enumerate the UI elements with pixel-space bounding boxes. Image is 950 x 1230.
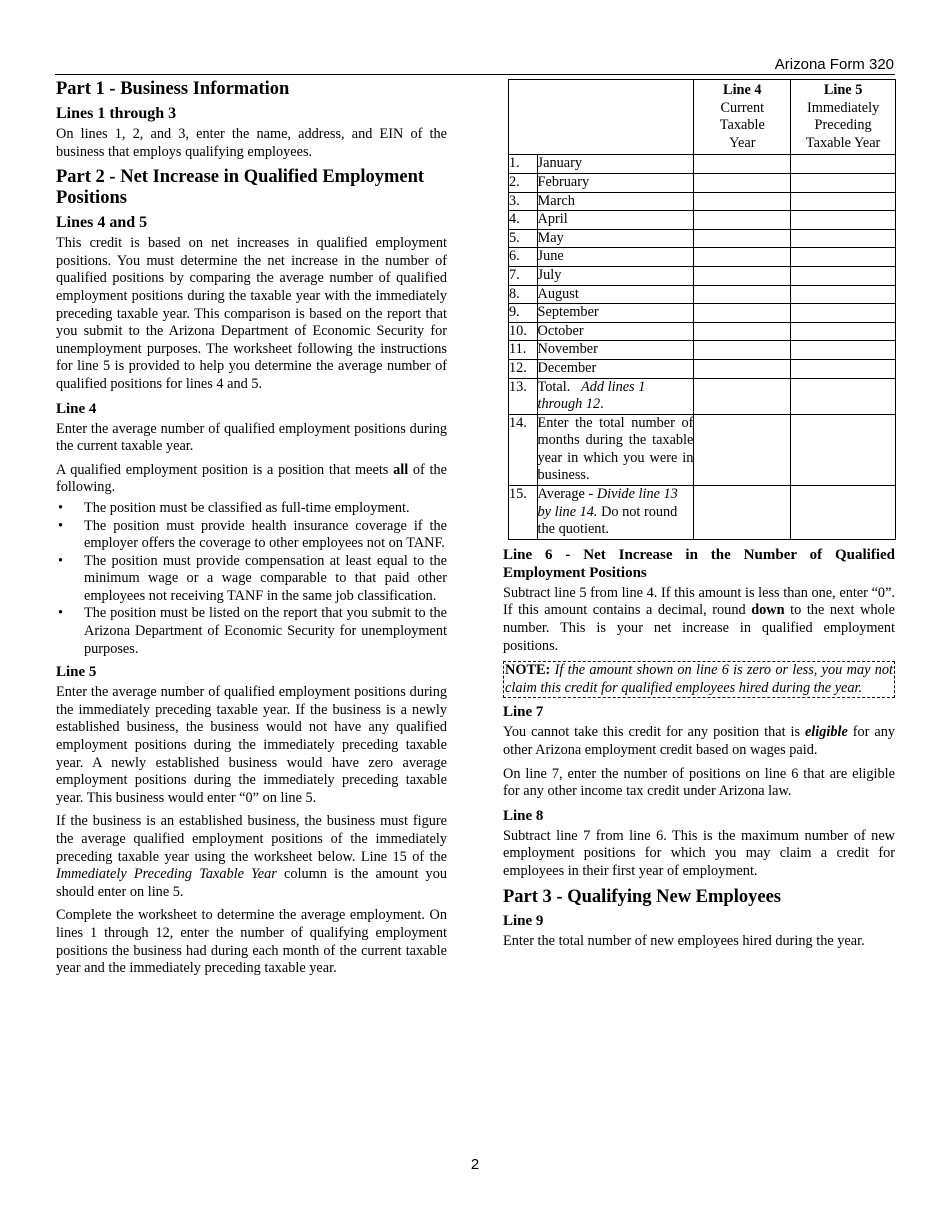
row-number: 4. [509, 211, 538, 230]
row-label: January [537, 155, 694, 174]
line5-cell[interactable] [791, 266, 896, 285]
row-label: December [537, 359, 694, 378]
row-number: 14. [509, 414, 538, 485]
row-label: Enter the total number of months during the taxable year in which you were in business. [537, 414, 694, 485]
table-row [509, 285, 896, 304]
row-number: 8. [509, 285, 538, 304]
row-number: 11. [509, 341, 538, 360]
line5-cell[interactable] [791, 322, 896, 341]
row-number: 12. [509, 359, 538, 378]
month-rows [509, 155, 896, 378]
table-row [509, 211, 896, 230]
row-number: 3. [509, 192, 538, 211]
line5-cell[interactable] [791, 192, 896, 211]
row-label: September [537, 304, 694, 323]
row-number: 9. [509, 304, 538, 323]
line4-cell[interactable] [694, 341, 791, 360]
lines4and5-heading: Lines 4 and 5 [56, 214, 148, 232]
table-row [509, 229, 896, 248]
line9-heading: Line 9 [503, 912, 544, 929]
note-box [503, 661, 895, 698]
line8-text: Subtract line 7 from line 6. This is the maximum number of new employment positions for which you may claim a credit for employees in their first year of employment. [503, 827, 895, 879]
qualified-criteria-list [56, 500, 447, 658]
line7-text-2: On line 7, enter the number of positions on line 6 that are eligible for any other income tax credit under Arizona law. [503, 765, 895, 800]
row-label: November [537, 341, 694, 360]
row-label: Average - Divide line 13 by line 14. Do not round the quotient. [537, 486, 694, 540]
row-number: 15. [509, 486, 538, 540]
table-row [509, 192, 896, 211]
list-item: • The position must be classified as full-time employment. [56, 500, 447, 518]
line4-text: Enter the average number of qualified employment positions during the current taxable year. [56, 420, 447, 455]
form-label: Arizona Form 320 [774, 56, 894, 73]
row-number: 10. [509, 322, 538, 341]
table-row [509, 248, 896, 267]
row-number: 7. [509, 266, 538, 285]
row-number: 13. [509, 378, 538, 414]
line4-cell[interactable] [694, 173, 791, 192]
table-row [509, 414, 896, 485]
table-row [509, 155, 896, 174]
line5-cell[interactable] [791, 229, 896, 248]
qualified-intro: A qualified employment position is a position that meets all of the following. [56, 461, 447, 496]
list-item: • The position must be listed on the report that you submit to the Arizona Department of Economic Security for unemployment purposes. [56, 605, 447, 658]
row14-line5-cell[interactable] [791, 414, 896, 485]
worksheet-table [508, 79, 896, 540]
row13-line4-cell[interactable] [694, 378, 791, 414]
row15-line4-cell[interactable] [694, 486, 791, 540]
line4-cell[interactable] [694, 359, 791, 378]
worksheet-header-blank [509, 80, 694, 155]
table-row [509, 304, 896, 323]
row-label: April [537, 211, 694, 230]
line4-cell[interactable] [694, 229, 791, 248]
left-column [56, 79, 447, 984]
row-label: March [537, 192, 694, 211]
page-number: 2 [470, 1156, 480, 1173]
row-number: 5. [509, 229, 538, 248]
part2-heading: Part 2 - Net Increase in Qualified Employment Positions [56, 167, 425, 209]
line6-text: Subtract line 5 from line 4. If this amount is less than one, enter “0”. If this amount contains a decimal, round down to the next whole number. This is your net increase in qualified employment positions. [503, 584, 895, 654]
line9-text: Enter the total number of new employees hired during the year. [503, 932, 865, 949]
table-row [509, 359, 896, 378]
note-label: NOTE: [505, 662, 551, 679]
row13-line5-cell[interactable] [791, 378, 896, 414]
row14-line4-cell[interactable] [694, 414, 791, 485]
col-line4-header: Line 4 Current Taxable Year [694, 80, 791, 155]
line4-cell[interactable] [694, 155, 791, 174]
line5-heading: Line 5 [56, 664, 97, 681]
line5-cell[interactable] [791, 359, 896, 378]
note-text: If the amount shown on line 6 is zero or less, you may not claim this credit for qualified employees hired during the year. [505, 662, 893, 696]
part1-heading: Part 1 - Business Information [56, 79, 290, 99]
row-label: May [537, 229, 694, 248]
line5-text: Enter the average number of qualified employment positions during the immediately preceding taxable year. If the business is a newly established business, the business would not have any qualified employment positions during the immediately preceding taxable year. A newly established business would have zero average employment positions during the immediately preceding taxable year. This business would enter “0” on line 5. [56, 684, 447, 806]
part3-heading: Part 3 - Qualifying New Employees [503, 886, 781, 907]
right-column [503, 79, 895, 956]
table-row [509, 341, 896, 360]
lines1to3-heading: Lines 1 through 3 [56, 105, 177, 122]
complete-worksheet-text: Complete the worksheet to determine the average employment. On lines 1 through 12, enter the number of qualifying employment positions the business had during each month of the current taxable year and the immediately preceding taxable year. [56, 907, 447, 977]
col-line5-header: Line 5 Immediately Preceding Taxable Year [791, 80, 896, 155]
table-row [509, 486, 896, 540]
line7-text: You cannot take this credit for any position that is eligible for any other Arizona employment credit based on wages paid. [503, 724, 895, 758]
line5-cell[interactable] [791, 173, 896, 192]
line5-cell[interactable] [791, 248, 896, 267]
row-label: Total. Add lines 1 through 12. [537, 378, 694, 414]
worksheet-header-row [509, 80, 896, 155]
row-number: 1. [509, 155, 538, 174]
line5-cell[interactable] [791, 341, 896, 360]
table-row [509, 173, 896, 192]
line4-cell[interactable] [694, 248, 791, 267]
line4-cell[interactable] [694, 304, 791, 323]
row-label: July [537, 266, 694, 285]
line7-heading: Line 7 [503, 704, 544, 721]
established-text: If the business is an established business, the business must figure the average qualified employment positions of the immediately preceding taxable year using the worksheet below. Line 15 of the Immediately Preceding Taxable Year column is the amount you should enter on line 5. [56, 813, 447, 900]
row-number: 6. [509, 248, 538, 267]
lines4and5-text: This credit is based on net increases in qualified employment positions. You must determine the net increase in the number of qualified positions by comparing the average number of qualified employment positions during the taxable year with the immediately preceding taxable year. This comparison is based on the report that you submit to the Arizona Department of Economic Security for unemployment purposes. The worksheet following the instructions for line 5 is provided to help you determine the average number of qualified positions for lines 4 and 5. [56, 235, 447, 392]
row-label: February [537, 173, 694, 192]
line5-cell[interactable] [791, 304, 896, 323]
table-row [509, 266, 896, 285]
line4-cell[interactable] [694, 211, 791, 230]
row-label: October [537, 322, 694, 341]
line5-cell[interactable] [791, 155, 896, 174]
line5-cell[interactable] [791, 211, 896, 230]
line4-heading: Line 4 [56, 400, 97, 417]
line4-cell[interactable] [694, 285, 791, 304]
line5-cell[interactable] [791, 285, 896, 304]
line4-cell[interactable] [694, 266, 791, 285]
header-rule [55, 74, 895, 75]
row15-line5-cell[interactable] [791, 486, 896, 540]
line4-cell[interactable] [694, 322, 791, 341]
row-number: 2. [509, 173, 538, 192]
row-label: August [537, 285, 694, 304]
line4-cell[interactable] [694, 192, 791, 211]
list-item: • The position must provide health insurance coverage if the employer offers the coverage to other employees not on TANF. [56, 518, 447, 553]
list-item: • The position must provide compensation at least equal to the minimum wage or a wage comparable to that paid other employees not receiving TANF in the same job classification. [56, 553, 447, 606]
lines1to3-text: On lines 1, 2, and 3, enter the name, address, and EIN of the business that employs qualifying employees. [56, 126, 447, 160]
line8-heading: Line 8 [503, 807, 544, 824]
line6-heading: Line 6 - Net Increase in the Number of Qualified Employment Positions [503, 546, 895, 581]
table-row [509, 322, 896, 341]
row-label: June [537, 248, 694, 267]
table-row [509, 378, 896, 414]
